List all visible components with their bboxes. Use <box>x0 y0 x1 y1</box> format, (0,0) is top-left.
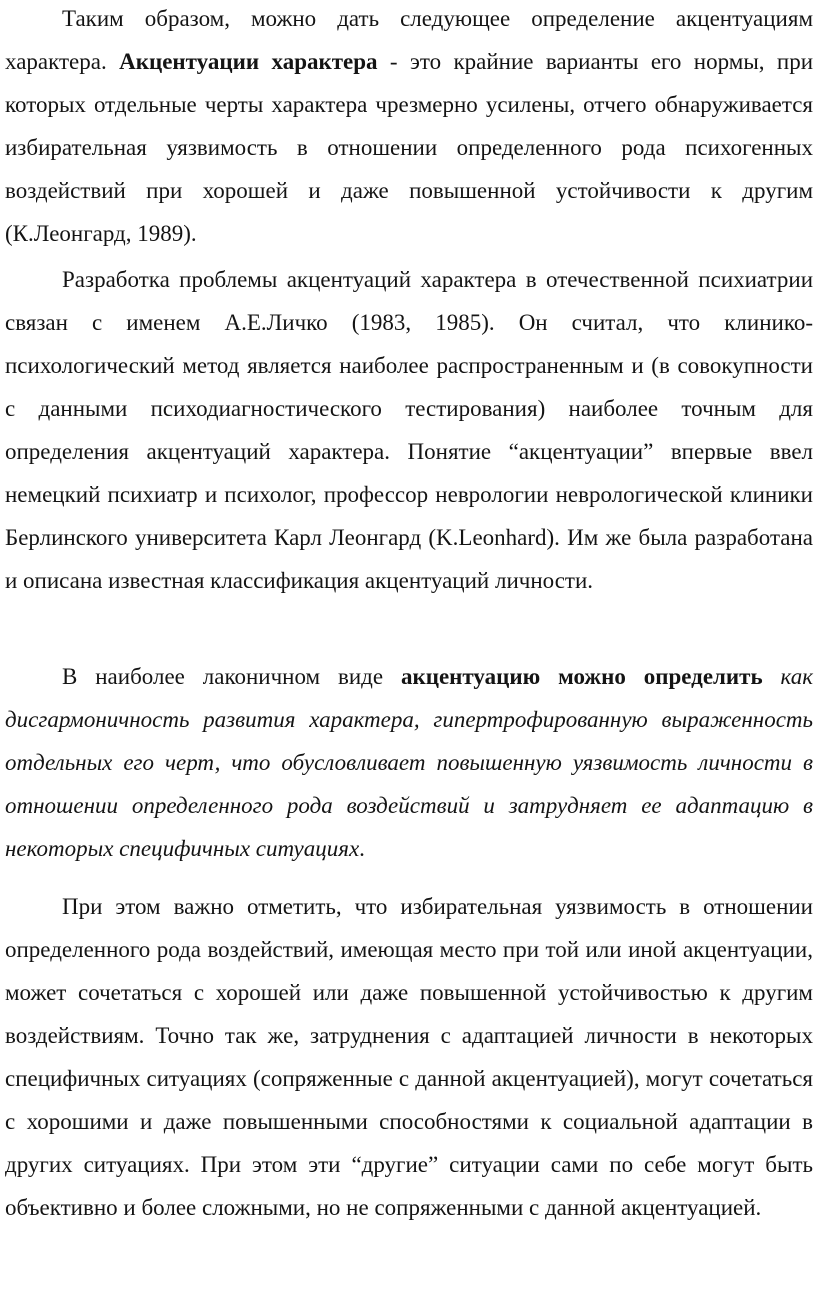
paragraph-text: . <box>359 836 365 861</box>
paragraph-laconic-definition <box>5 655 813 870</box>
paragraph-definition <box>5 0 813 255</box>
bold-term: Акцентуации характера <box>119 49 378 74</box>
italic-definition: как дисгармоничность развития характера, гипертрофированную выраженность отдельных его черт, что обусловливает повышенную уязвимость личности в отношении определенного рода воздействий и затрудняет ее адаптацию в некоторых специфичных ситуациях <box>5 664 813 861</box>
paragraph-vulnerability <box>5 885 813 1229</box>
paragraph-text: Таким образом, можно дать следующее определение акцентуациям характера. <box>5 6 813 74</box>
paragraph-text: Разработка проблемы акцентуаций характера в отечественной психиатрии связан с именем А.Е.Личко (1983, 1985). Он считал, что клинико-психологический метод является наиболее распространенным и (в совокупности с данными психодиагностического тестирования) наиболее точным для определения акцентуаций характера. Понятие “акцентуации” впервые ввел немецкий психиатр и психолог, профессор неврологии неврологической клиники Берлинского университета Карл Леонгард (K.Leonhard). Им же была разработана и описана известная классификация акцентуаций личности. <box>5 267 813 593</box>
bold-phrase: акцентуацию можно определить <box>400 664 763 689</box>
paragraph-text: В наиболее лаконичном виде <box>62 664 401 689</box>
paragraph-text: - это крайние варианты его нормы, при которых отдельные черты характера чрезмерно усилены, отчего обнаруживается избирательная уязвимость в отношении определенного рода психогенных воздействий при хорошей и даже повышенной устойчивости к другим (К.Леонгард, 1989). <box>5 49 814 246</box>
paragraph-history <box>5 258 813 602</box>
paragraph-text: При этом важно отметить, что избирательная уязвимость в отношении определенного рода воздействий, имеющая место при той или иной акцентуации, может сочетаться с хорошей или даже повышенной устойчивостью к другим воздействиям. Точно так же, затруднения с адаптацией личности в некоторых специфичных ситуациях (сопряженные с данной акцентуацией), могут сочетаться с хорошими и даже повышенными способностями к социальной адаптации в других ситуациях. При этом эти “другие” ситуации сами по себе могут быть объективно и более сложными, но не сопряженными с данной акцентуацией. <box>5 894 813 1220</box>
